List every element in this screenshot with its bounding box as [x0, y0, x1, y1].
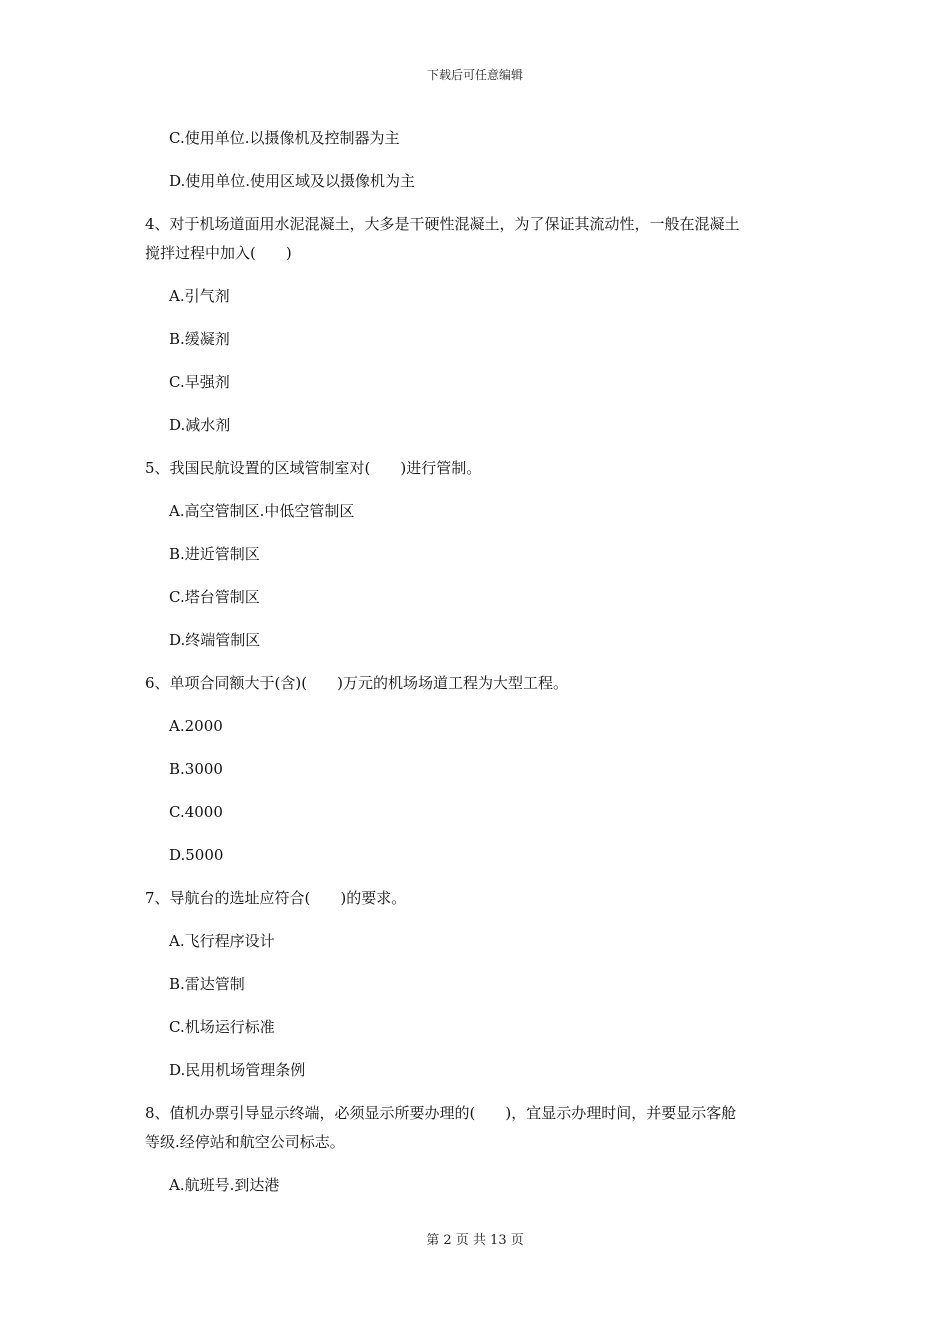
option-q6-c: C.4000 [169, 803, 223, 821]
option-q3-d: D.使用单位.使用区域及以摄像机为主 [169, 172, 416, 190]
option-q4-a: A.引气剂 [169, 287, 230, 305]
question-4-line-2: 搅拌过程中加入( ) [145, 244, 292, 262]
question-8-line-1: 8、值机办票引导显示终端，必须显示所要办理的( )，宜显示办理时间，并要显示客舱 [145, 1104, 737, 1122]
option-q4-b: B.缓凝剂 [169, 330, 230, 348]
question-4 [145, 210, 810, 268]
question-5 [145, 454, 810, 483]
option-q7-c: C.机场运行标准 [169, 1018, 275, 1036]
option-q7-d: D.民用机场管理条例 [169, 1061, 306, 1079]
page-footer: 第 2 页 共 13 页 [426, 1233, 524, 1248]
document-body [145, 124, 810, 1214]
option-q5-b: B.进近管制区 [169, 545, 260, 563]
option-q4-d: D.减水剂 [169, 416, 231, 434]
option-q7-a: A.飞行程序设计 [169, 932, 275, 950]
option-q3-c: C.使用单位.以摄像机及控制器为主 [169, 129, 400, 147]
option-q5-c: C.塔台管制区 [169, 588, 260, 606]
option-q8-a: A.航班号.到达港 [169, 1176, 280, 1194]
question-8-line-2: 等级.经停站和航空公司标志。 [145, 1133, 345, 1151]
option-q6-a: A.2000 [169, 717, 223, 735]
question-6 [145, 669, 810, 698]
question-6-line-1: 6、单项合同额大于(含)( )万元的机场场道工程为大型工程。 [145, 674, 568, 692]
page-header: 下载后可任意编辑 [426, 68, 523, 82]
option-q6-d: D.5000 [169, 846, 224, 864]
question-7-line-1: 7、导航台的选址应符合( )的要求。 [145, 889, 407, 907]
option-q5-a: A.高空管制区.中低空管制区 [169, 502, 355, 520]
option-q6-b: B.3000 [169, 760, 223, 778]
question-8 [145, 1099, 810, 1157]
question-7 [145, 884, 810, 913]
option-q7-b: B.雷达管制 [169, 975, 245, 993]
question-5-line-1: 5、我国民航设置的区域管制室对( )进行管制。 [145, 459, 482, 477]
option-q5-d: D.终端管制区 [169, 631, 261, 649]
option-q4-c: C.早强剂 [169, 373, 230, 391]
question-4-line-1: 4、对于机场道面用水泥混凝土，大多是干硬性混凝土，为了保证其流动性，一般在混凝土 [145, 215, 740, 233]
